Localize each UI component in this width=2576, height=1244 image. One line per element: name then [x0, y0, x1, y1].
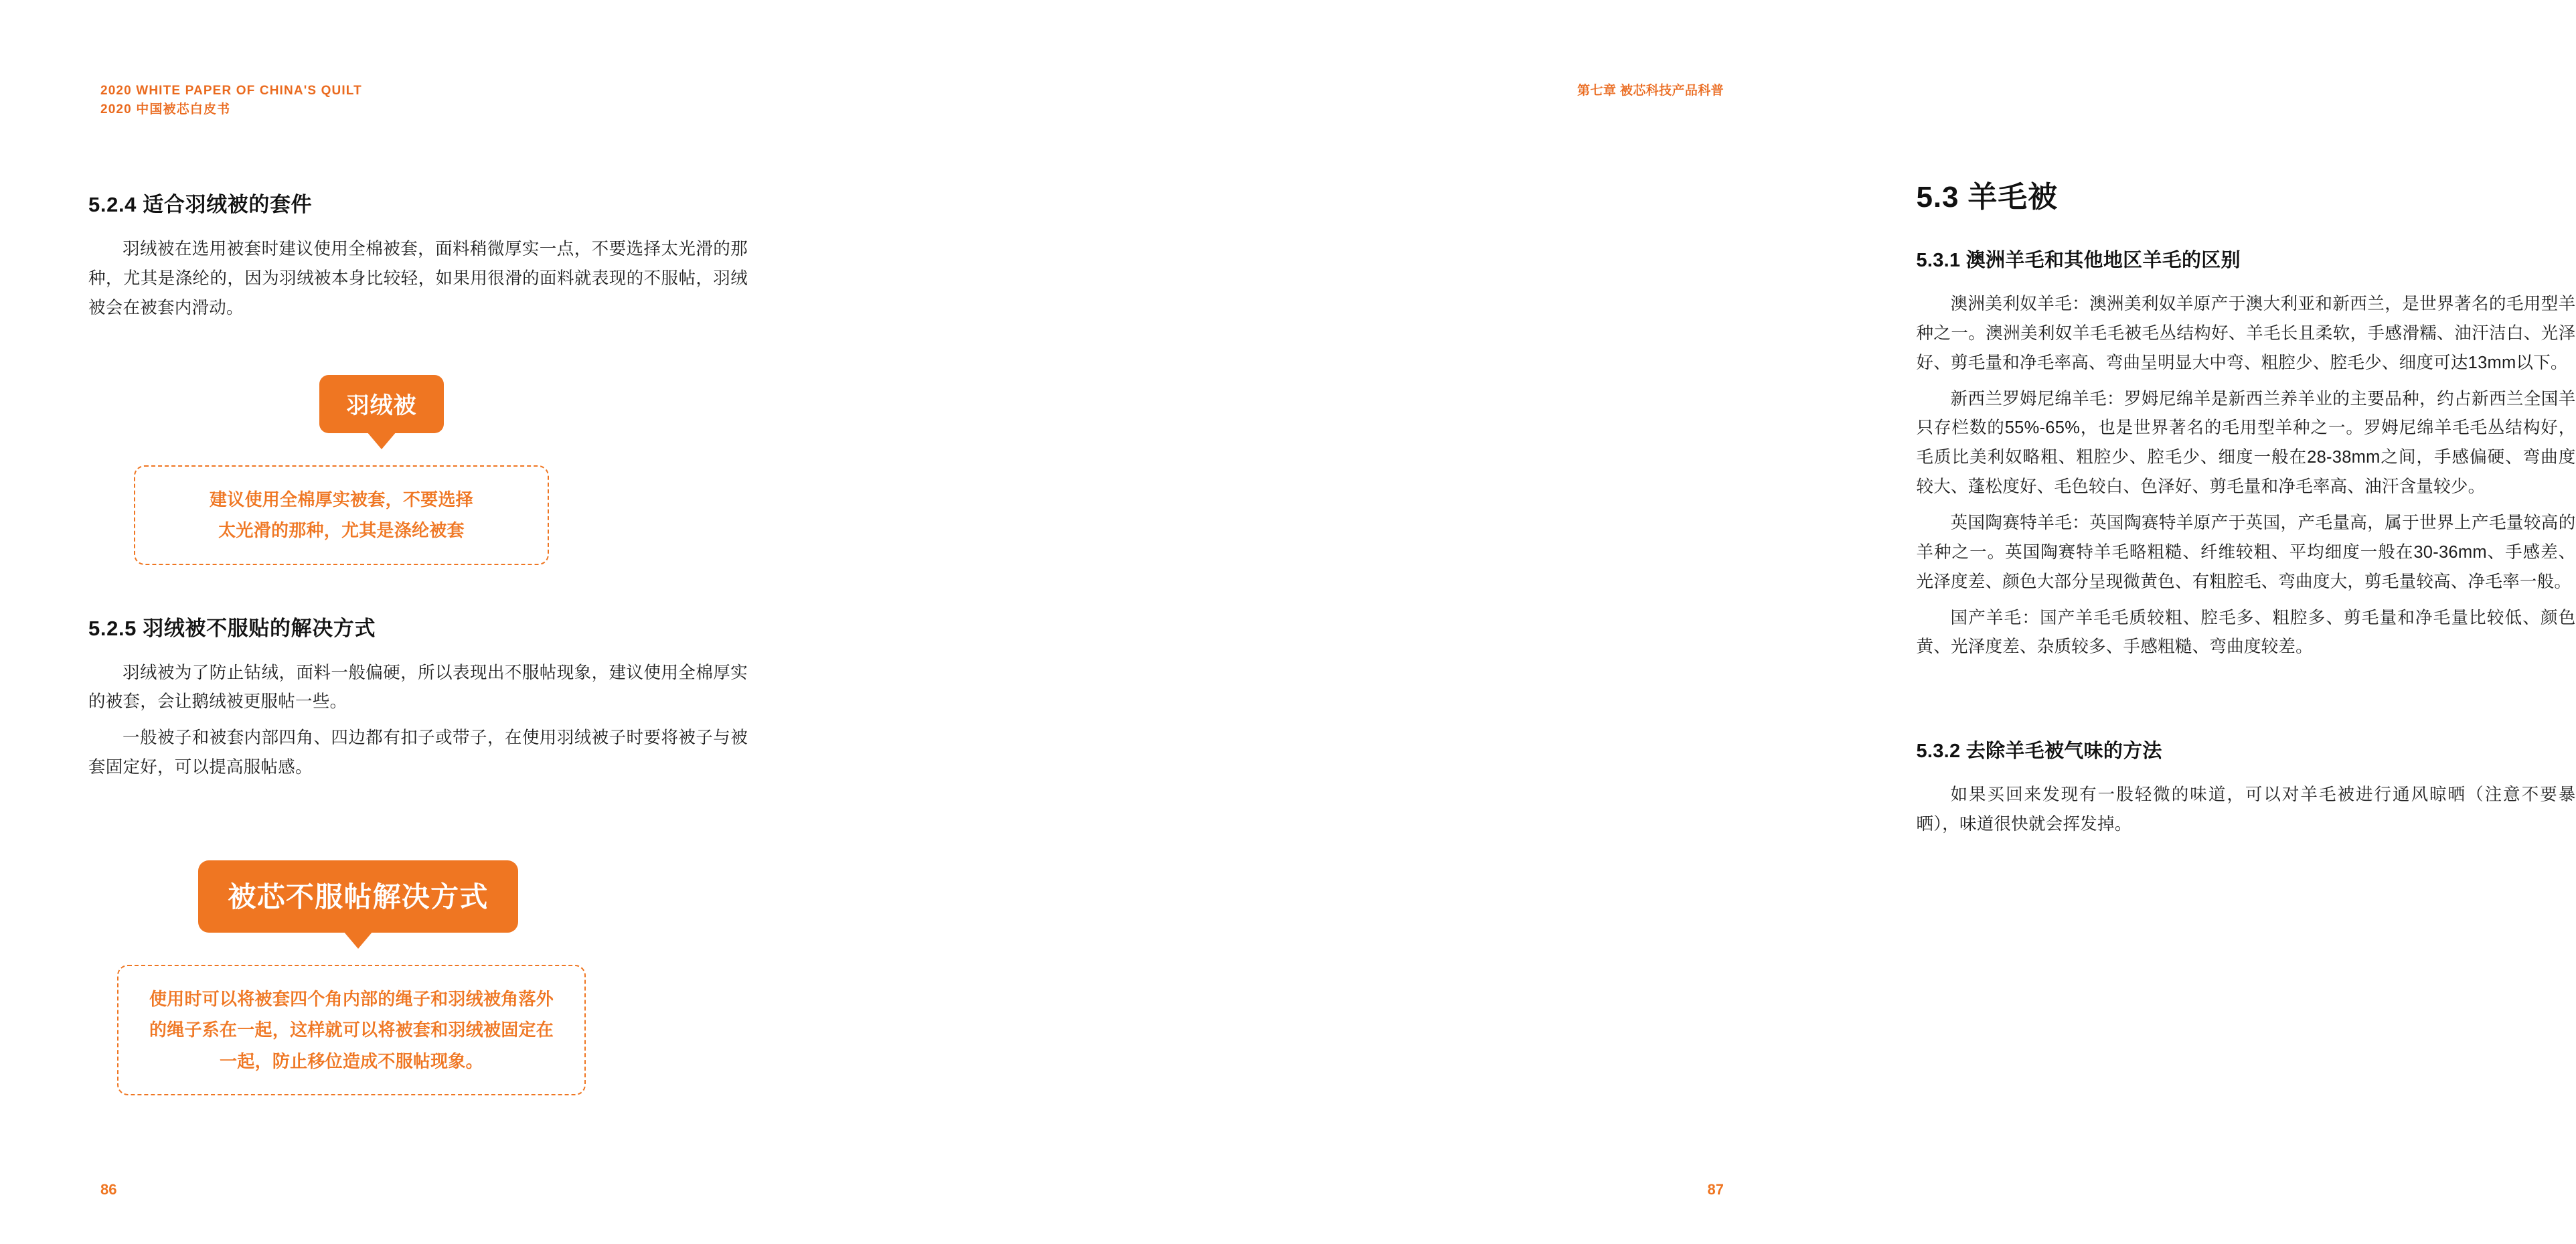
- callout-fit-solution: [117, 860, 586, 1095]
- paragraph-5-3-1-2: 新西兰罗姆尼绵羊毛：罗姆尼绵羊是新西兰养羊业的主要品种，约占新西兰全国羊只存栏数的55%-65%，也是世界著名的毛用型羊种之一。罗姆尼绵羊毛毛丛结构好，毛质比美利奴略粗、粗腔少、腔毛少、细度一般在28-38mm之间，手感偏硬、弯曲度较大、蓬松度好、毛色较白、色泽好、剪毛量和净毛率高、油汗含量较少。: [1916, 389, 2576, 497]
- callout-box-1-line-1: 建议使用全棉厚实被套，不要选择: [210, 489, 473, 510]
- paragraph-5-3-1-3: 英国陶赛特羊毛：英国陶赛特羊原产于英国，产毛量高，属于世界上产毛量较高的羊种之一。英国陶赛特羊毛略粗糙、纤维较粗、平均细度一般在30-36mm、手感差、光泽度差、颜色大部分呈现微黄色、有粗腔毛、弯曲度大，剪毛量较高、净毛率一般。: [1916, 514, 2576, 591]
- callout-box-2-line-2: 的绳子系在一起，这样就可以将被套和羽绒被固定在: [149, 1020, 554, 1040]
- paragraph-5-2-4-1: 羽绒被在选用被套时建议使用全棉被套，面料稍微厚实一点，不要选择太光滑的那种，尤其是涤纶的，因为羽绒被本身比较轻，如果用很滑的面料就表现的不服帖，羽绒被会在被套内滑动。: [88, 240, 748, 317]
- heading-5-3-1: 5.3.1 澳洲羊毛和其他地区羊毛的区别: [1916, 250, 2241, 271]
- paragraph-5-3-1-4: 国产羊毛：国产羊毛毛质较粗、腔毛多、粗腔多、剪毛量和净毛量比较低、颜色黄、光泽度差、杂质较多、手感粗糙、弯曲度较差。: [1916, 608, 2576, 657]
- left-page: [0, 0, 912, 1244]
- heading-5-2-4: 5.2.4 适合羽绒被的套件: [88, 193, 313, 216]
- paragraph-5-2-5-1: 羽绒被为了防止钻绒，面料一般偏硬，所以表现出不服帖现象，建议使用全棉厚实的被套，会让鹅绒被更服帖一些。: [88, 663, 748, 712]
- running-head-right: [1577, 82, 1724, 100]
- right-column: [1916, 181, 2576, 846]
- page-number-left: 86: [100, 1181, 117, 1198]
- callout-down-quilt: [134, 375, 549, 565]
- running-head-zh: 2020 中国被芯白皮书: [100, 102, 231, 116]
- running-head-en: 2020 WHITE PAPER OF CHINA'S QUILT: [100, 84, 362, 98]
- callout-box-1-line-2: 太光滑的那种，尤其是涤纶被套: [218, 520, 465, 541]
- running-head-left: [100, 82, 362, 119]
- paragraph-5-3-1-1: 澳洲美利奴羊毛：澳洲美利奴羊原产于澳大利亚和新西兰，是世界著名的毛用型羊种之一。澳洲美利奴羊毛毛被毛丛结构好、羊毛长且柔软，手感滑糯、油汗洁白、光泽好、剪毛量和净毛率高、弯曲呈明显大中弯、粗腔少、腔毛少、细度可达13mm以下。: [1916, 295, 2576, 372]
- callout-box-1: [134, 465, 549, 565]
- callout-bubble-wrap-2: [131, 860, 586, 933]
- callout-bubble-wrap-1: [214, 375, 549, 433]
- callout-box-2-line-1: 使用时可以将被套四个角内部的绳子和羽绒被角落外: [149, 989, 554, 1009]
- section-spacer: [1917, 669, 2576, 736]
- paragraph-5-2-5-2: 一般被子和被套内部四角、四边都有扣子或带子，在使用羽绒被子时要将被子与被套固定好，可以提高服帖感。: [88, 728, 748, 777]
- right-page: [912, 0, 2576, 1244]
- callout-box-2-line-3: 一起，防止移位造成不服帖现象。: [220, 1051, 483, 1071]
- chapter-title: 第七章 被芯科技产品科普: [1577, 84, 1724, 98]
- paragraph-5-3-2-1: 如果买回来发现有一股轻微的味道，可以对羊毛被进行通风晾晒（注意不要暴晒），味道很快就会挥发掉。: [1916, 785, 2576, 834]
- heading-5-3: 5.3 羊毛被: [1916, 181, 2059, 214]
- heading-5-3-2: 5.3.2 去除羊毛被气味的方法: [1916, 741, 2162, 763]
- page-number-right: 87: [1707, 1181, 1724, 1198]
- callout-box-2: [117, 965, 586, 1095]
- callout-bubble-label-1: 羽绒被: [319, 375, 443, 433]
- heading-5-2-5: 5.2.5 羽绒被不服贴的解决方式: [88, 616, 376, 640]
- callout-bubble-label-2: 被芯不服帖解决方式: [198, 860, 517, 933]
